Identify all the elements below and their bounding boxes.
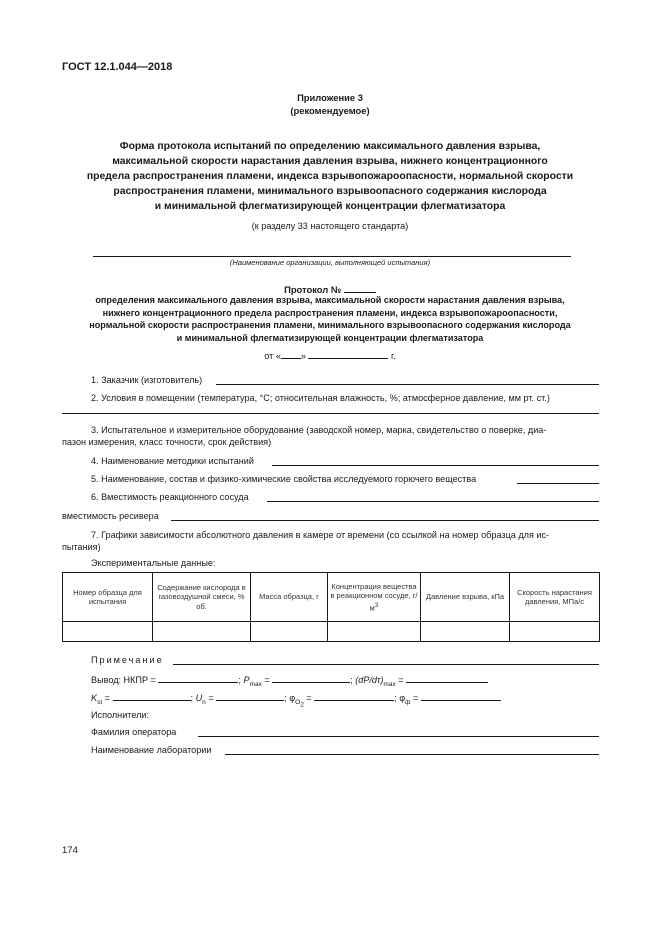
conclusion-prefix: Вывод: НКПР = (91, 675, 156, 685)
un-field[interactable] (216, 691, 284, 701)
vessel-capacity-label: 6. Вместимость реакционного сосуда (91, 492, 249, 502)
equals: = (104, 693, 110, 703)
kst-subscript: st (97, 698, 103, 706)
date-prefix: от « (264, 351, 281, 361)
protocol-date (60, 349, 600, 361)
form-title (60, 139, 600, 214)
nkpr-field[interactable] (158, 673, 238, 683)
kst-symbol: K (91, 693, 98, 703)
pmax-field[interactable] (272, 673, 350, 683)
table-cell[interactable] (63, 622, 153, 642)
note-field[interactable] (173, 664, 599, 665)
substance-label: 5. Наименование, состав и физико-химические свойства исследуемого горючего вещества (91, 474, 477, 484)
equals: = (264, 675, 270, 685)
customer-label: 1. Заказчик (изготовитель) (91, 375, 203, 385)
equals: = (306, 693, 312, 703)
experimental-data-table (62, 572, 600, 642)
un-subscript: n (202, 698, 206, 706)
room-conditions-field[interactable] (62, 413, 599, 414)
table-header-cell (328, 573, 421, 622)
laboratory-field[interactable] (225, 754, 599, 755)
receiver-capacity-field[interactable] (171, 520, 599, 521)
table-header-cell: Содержание кислорода в газовоздушной смеси, % об. (153, 573, 251, 622)
protocol-title-line: нормальной скорости распространения пламени, минимального взрывоопасного содержания кислорода (89, 320, 571, 330)
equipment-label: 3. Испытательное и измерительное оборудование (заводской номер, марка, свидетельство о поверке, диа- (91, 425, 547, 435)
equipment-label-cont: пазон измерения, класс точности, срок действия) (62, 437, 272, 447)
protocol-number-field[interactable] (344, 283, 376, 293)
date-day-field[interactable] (281, 349, 301, 359)
equals: = (398, 675, 404, 685)
appendix-subtitle: (рекомендуемое) (290, 105, 370, 116)
page-number: 174 (62, 845, 78, 856)
form-title-line: Форма протокола испытаний по определению максимального давления взрыва, (119, 141, 541, 152)
phi-f-field[interactable] (421, 691, 501, 701)
protocol-title-line: нижнего концентрационного предела распространения пламени, индекса взрывопожароопасности, (102, 307, 558, 318)
phi-o2-symbol: φ (289, 693, 296, 703)
equals: = (208, 693, 214, 703)
separator: ; (350, 675, 353, 685)
separator: ; (394, 693, 397, 703)
pmax-subscript: max (249, 680, 262, 688)
separator: ; (238, 675, 241, 685)
laboratory-label: Наименование лаборатории (91, 745, 212, 755)
document-code: ГОСТ 12.1.044—2018 (62, 61, 173, 73)
kst-field[interactable] (113, 691, 191, 701)
pmax-symbol: P (243, 675, 250, 685)
indices-line (91, 691, 501, 711)
graphs-label-cont: пытания) (62, 542, 101, 552)
room-conditions-label: 2. Условия в помещении (температура, °С; относительная влажность, %; атмосферное давление, мм рт. ст.) (91, 393, 550, 403)
phi-o2-field[interactable] (314, 691, 394, 701)
table-header-row (63, 573, 600, 622)
protocol-title-line: и минимальной флегматизирующей концентрации флегматизатора (176, 332, 484, 343)
substance-field[interactable] (517, 483, 599, 484)
un-symbol: U (195, 693, 203, 703)
concentration-header-text: Концентрация вещества в реакционном сосуде, г/м (330, 581, 418, 612)
separator: ; (190, 693, 194, 703)
operator-field[interactable] (198, 736, 599, 737)
phi-o2-subscript (295, 698, 304, 709)
equals: = (413, 693, 419, 703)
unit-superscript: 3 (374, 601, 379, 609)
form-title-line: максимальной скорости нарастания давления взрыва, нижнего концентрационного (112, 156, 548, 167)
note-label: Примечание (91, 655, 164, 665)
date-mid: » (300, 351, 306, 361)
table-header-cell: Масса образца, г (251, 573, 328, 622)
table-header-cell: Номер образца для испытания (63, 573, 153, 622)
date-month-year-field[interactable] (308, 349, 388, 359)
phi-f-symbol: φ (399, 693, 406, 703)
phi-f-subscript: ф (405, 698, 411, 706)
method-field[interactable] (272, 465, 599, 466)
table-header-cell: Давление взрыва, кПа (421, 573, 510, 622)
method-label: 4. Наименование методики испытаний (91, 456, 254, 466)
date-suffix: г. (391, 351, 396, 361)
dpdt-symbol: (dP/dτ) (355, 675, 384, 685)
dpdt-field[interactable] (406, 673, 488, 683)
organization-field-line[interactable] (93, 256, 571, 257)
separator: ; (284, 693, 287, 703)
reference-note: (к разделу 33 настоящего стандарта) (251, 221, 409, 231)
form-title-line: и минимальной флегматизирующей концентрации флегматизатора (154, 201, 506, 212)
table-cell[interactable] (251, 622, 328, 642)
protocol-number-label: Протокол № (284, 284, 342, 295)
executors-label: Исполнители: (91, 710, 150, 720)
dpdt-subscript: max (383, 680, 396, 688)
customer-field[interactable] (216, 384, 599, 385)
appendix-title: Приложение 3 (297, 92, 363, 103)
table-row (63, 622, 600, 642)
phi-o2-sub-index: 2 (300, 701, 304, 709)
conclusion-line (91, 673, 488, 691)
receiver-capacity-label: вместимость ресивера (62, 511, 159, 521)
table-cell[interactable] (328, 622, 421, 642)
form-title-line: распространения пламени, минимального взрывоопасного содержания кислорода (113, 186, 547, 197)
table-header-cell: Скорость нарастания давления, МПа/с (510, 573, 600, 622)
phi-o2-sub-letter: O (295, 698, 301, 706)
experimental-data-label: Экспериментальные данные: (91, 558, 216, 568)
appendix-heading (60, 91, 600, 117)
protocol-title (60, 294, 600, 344)
organization-caption: (Наименование организации, выполняющей испытания) (229, 258, 431, 267)
table-cell[interactable] (153, 622, 251, 642)
protocol-title-line: определения максимального давления взрыва, максимальной скорости нарастания давления взрыва, (95, 295, 565, 305)
graphs-label: 7. Графики зависимости абсолютного давления в камере от времени (со ссылкой на номер образца для ис- (91, 530, 550, 540)
vessel-capacity-field[interactable] (267, 501, 599, 502)
table-cell[interactable] (421, 622, 510, 642)
table-cell[interactable] (510, 622, 600, 642)
operator-label: Фамилия оператора (91, 727, 177, 737)
form-title-line: предела распространения пламени, индекса взрывопожароопасности, нормальной скорости (86, 171, 574, 182)
